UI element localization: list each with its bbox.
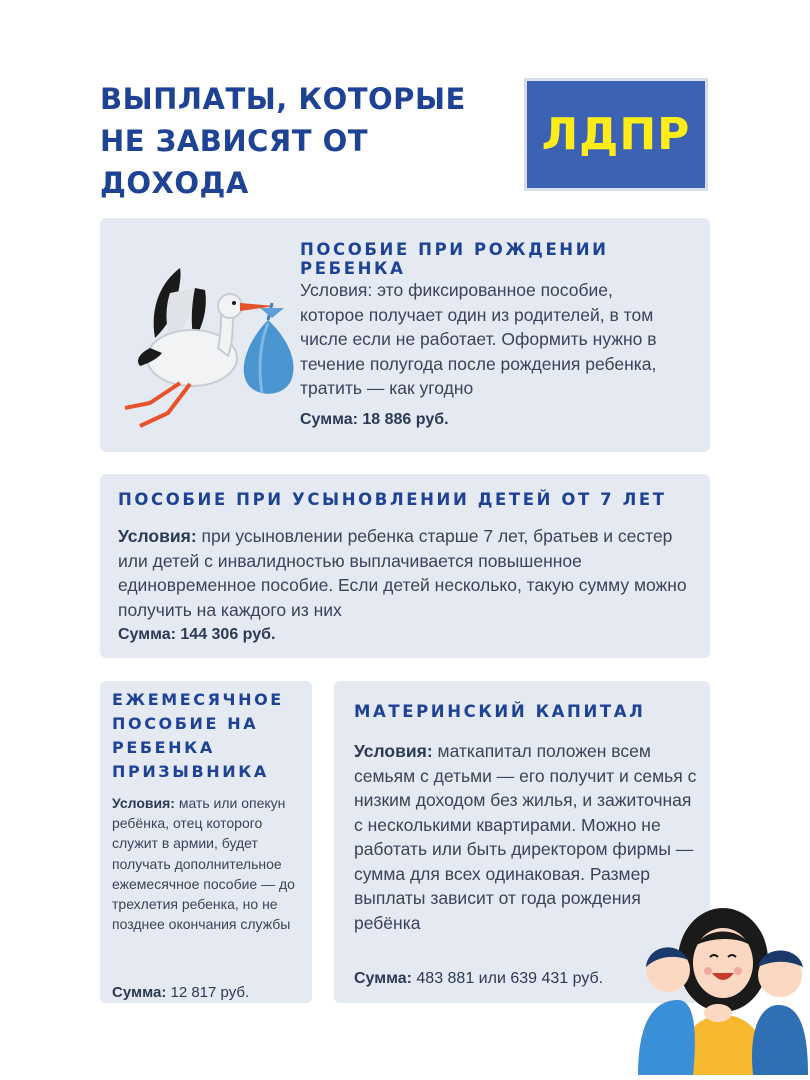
conditions-text: мать или опекун ребёнка, отец которого служит в армии, будет получать дополнительное ежемесячное пособие — до трехлетия ребенка, но не позднее окончания службы [112, 795, 295, 933]
sum-value: 18 886 руб. [362, 411, 449, 428]
sum-label: Сумма: [118, 626, 176, 643]
mother-children-icon [638, 905, 808, 1075]
sum-label: Сумма: [354, 970, 412, 987]
card-adoption-benefit [100, 474, 710, 658]
sum-label: Сумма: [300, 411, 358, 428]
sum-value: 144 306 руб. [180, 626, 276, 643]
logo-text: ЛДПР [541, 109, 691, 160]
card-sum [112, 984, 249, 1001]
card-conscript-benefit [100, 681, 312, 1003]
card-sum [118, 626, 275, 644]
sum-value: 12 817 руб. [170, 984, 250, 1001]
page-title: ВЫПЛАТЫ, КОТОРЫЕ НЕ ЗАВИСЯТ ОТ ДОХОДА [100, 82, 466, 200]
sum-value: 483 881 или 639 431 руб. [416, 970, 604, 987]
card-conditions [300, 278, 680, 401]
conditions-text: при усыновлении ребенка старше 7 лет, братьев и сестер или детей с инвалидностью выплачивается повышенное единовременное пособие. Если детей несколько, такую сумму можно получить на каждого из них [118, 526, 687, 620]
conditions-label: Условия: [354, 741, 433, 761]
card-title: ПОСОБИЕ ПРИ РОЖДЕНИИ РЕБЕНКА [300, 240, 609, 278]
card-conditions [112, 793, 302, 934]
card-sum [300, 411, 449, 429]
card-sum [354, 970, 603, 988]
conditions-label: Условия: [118, 526, 197, 546]
conditions-text: Условия: это фиксированное пособие, которое получает один из родителей, в том числе если не работает. Оформить нужно в течение полугода после рождения ребенка, тратить — как угодно [300, 280, 657, 398]
ldpr-logo [524, 78, 708, 191]
card-conditions [118, 524, 703, 622]
sum-label: Сумма: [112, 984, 167, 1001]
card-title: ПОСОБИЕ ПРИ УСЫНОВЛЕНИИ ДЕТЕЙ ОТ 7 ЛЕТ [118, 490, 667, 509]
card-title: МАТЕРИНСКИЙ КАПИТАЛ [354, 702, 646, 721]
conditions-label: Условия: [112, 795, 175, 811]
conditions-text: маткапитал положен всем семьям с детьми — его получит и семья с низким доходом без жилья, и зажиточная с несколькими квартирами. Можно не работать или быть директором фирмы — сумма для всех одинаковая. Размер выплаты зависит от года рождения ребёнка [354, 741, 697, 933]
card-birth-benefit [100, 218, 710, 452]
stork-icon [110, 248, 295, 428]
card-title: ЕЖЕМЕСЯЧНОЕ ПОСОБИЕ НА РЕБЕНКА ПРИЗЫВНИКА [112, 690, 284, 781]
